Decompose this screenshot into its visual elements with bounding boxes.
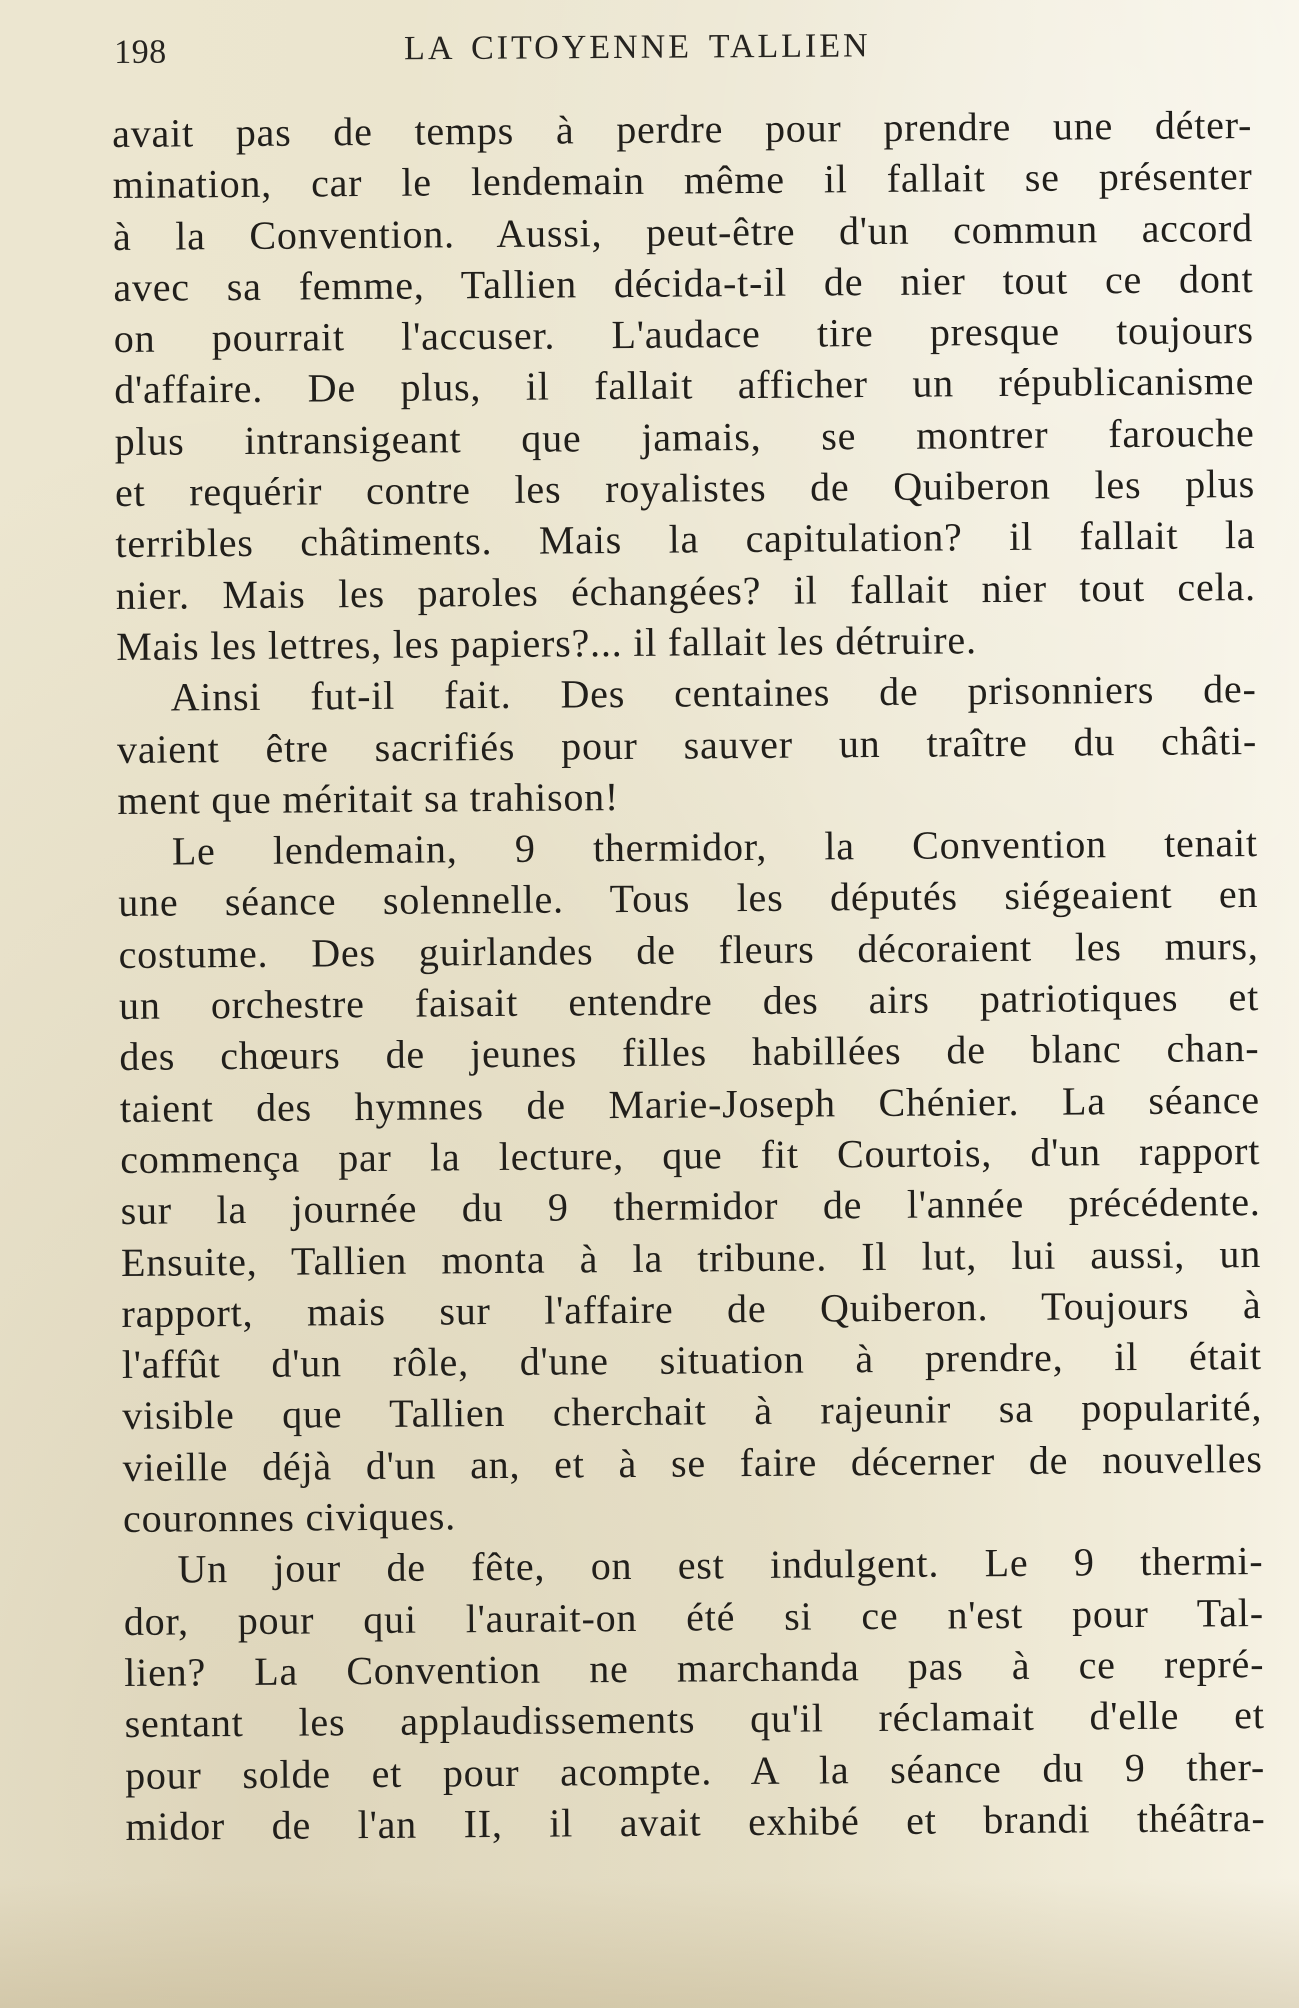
paragraph-first-line: Ainsi fut-il fait. Des centaines de prisonniers de- [170, 666, 1257, 720]
text-line: sentant les applaudissements qu'il réclamait d'elle et [124, 1692, 1265, 1747]
text-line: ment que méritait sa trahison! [117, 773, 620, 823]
text-line: avec sa femme, Tallien décida-t-il de nier tout ce dont [113, 255, 1254, 310]
running-head [114, 23, 1234, 82]
text-line: des chœurs de jeunes filles habillées de blanc chan- [119, 1025, 1260, 1080]
text-line: sur la journée du 9 thermidor de l'année précédente. [120, 1179, 1261, 1234]
text-line: plus intransigeant que jamais, se montrer farouche [114, 409, 1255, 464]
text-line: commença par la lecture, que fit Courtois, d'un rapport [120, 1127, 1261, 1182]
text-line: l'affût d'un rôle, d'une situation à prendre, il était [121, 1333, 1263, 1388]
text-line: nier. Mais les paroles échangées? il fallait nier tout cela. [115, 563, 1256, 618]
text-line: visible que Tallien cherchait à rajeunir sa popularité, [122, 1384, 1263, 1439]
text-line: vaient être sacrifiés pour sauver un traître du châti- [116, 717, 1258, 772]
text-line: costume. Des guirlandes de fleurs décoraient les murs, [118, 922, 1259, 977]
running-title: LA CITOYENNE TALLIEN [404, 27, 871, 68]
text-line: rapport, mais sur l'affaire de Quiberon. Toujours à [121, 1281, 1262, 1336]
paragraph-first-line: Le lendemain, 9 thermidor, la Convention tenait [171, 820, 1258, 874]
text-line: avait pas de temps à perdre pour prendre une déter- [112, 102, 1253, 156]
text-line: vieille déjà d'un an, et à se faire décerner de nouvelles [122, 1435, 1263, 1490]
page-number: 198 [114, 33, 167, 71]
text-line: taient des hymnes de Marie-Joseph Chénier. La séance [119, 1076, 1260, 1131]
text-line: dor, pour qui l'aurait-on été si ce n'est pour Tal- [123, 1589, 1265, 1644]
text-line: terribles châtiments. Mais la capitulation? il fallait la [115, 512, 1256, 567]
text-line: à la Convention. Aussi, peut-être d'un commun accord [112, 204, 1254, 259]
text-line: on pourrait l'accuser. L'audace tire presque toujours [113, 307, 1254, 362]
text-line: couronnes civiques. [122, 1493, 457, 1541]
text-line: midor de l'an II, il avait exhibé et brandi théâtra- [125, 1794, 1266, 1849]
text-line: lien? La Convention ne marchanda pas à ce repré- [124, 1640, 1265, 1695]
text-line: d'affaire. De plus, il fallait afficher un républicanisme [114, 358, 1255, 413]
text-line: un orchestre faisait entendre des airs patriotiques et [118, 974, 1260, 1029]
text-line: Mais les lettres, les papiers?... il fallait les détruire. [116, 617, 977, 669]
body-text [112, 99, 1266, 1852]
text-line: et requérir contre les royalistes de Quiberon les plus [114, 461, 1256, 516]
paragraph-first-line: Un jour de fête, on est indulgent. Le 9 thermi- [177, 1538, 1264, 1592]
text-line: Ensuite, Tallien monta à la tribune. Il lut, lui aussi, un [120, 1230, 1262, 1285]
text-line: une séance solennelle. Tous les députés siégeaient en [118, 871, 1259, 926]
text-line: mination, car le lendemain même il fallait se présenter [112, 153, 1253, 208]
text-line: pour solde et pour acompte. A la séance du 9 ther- [124, 1743, 1266, 1798]
